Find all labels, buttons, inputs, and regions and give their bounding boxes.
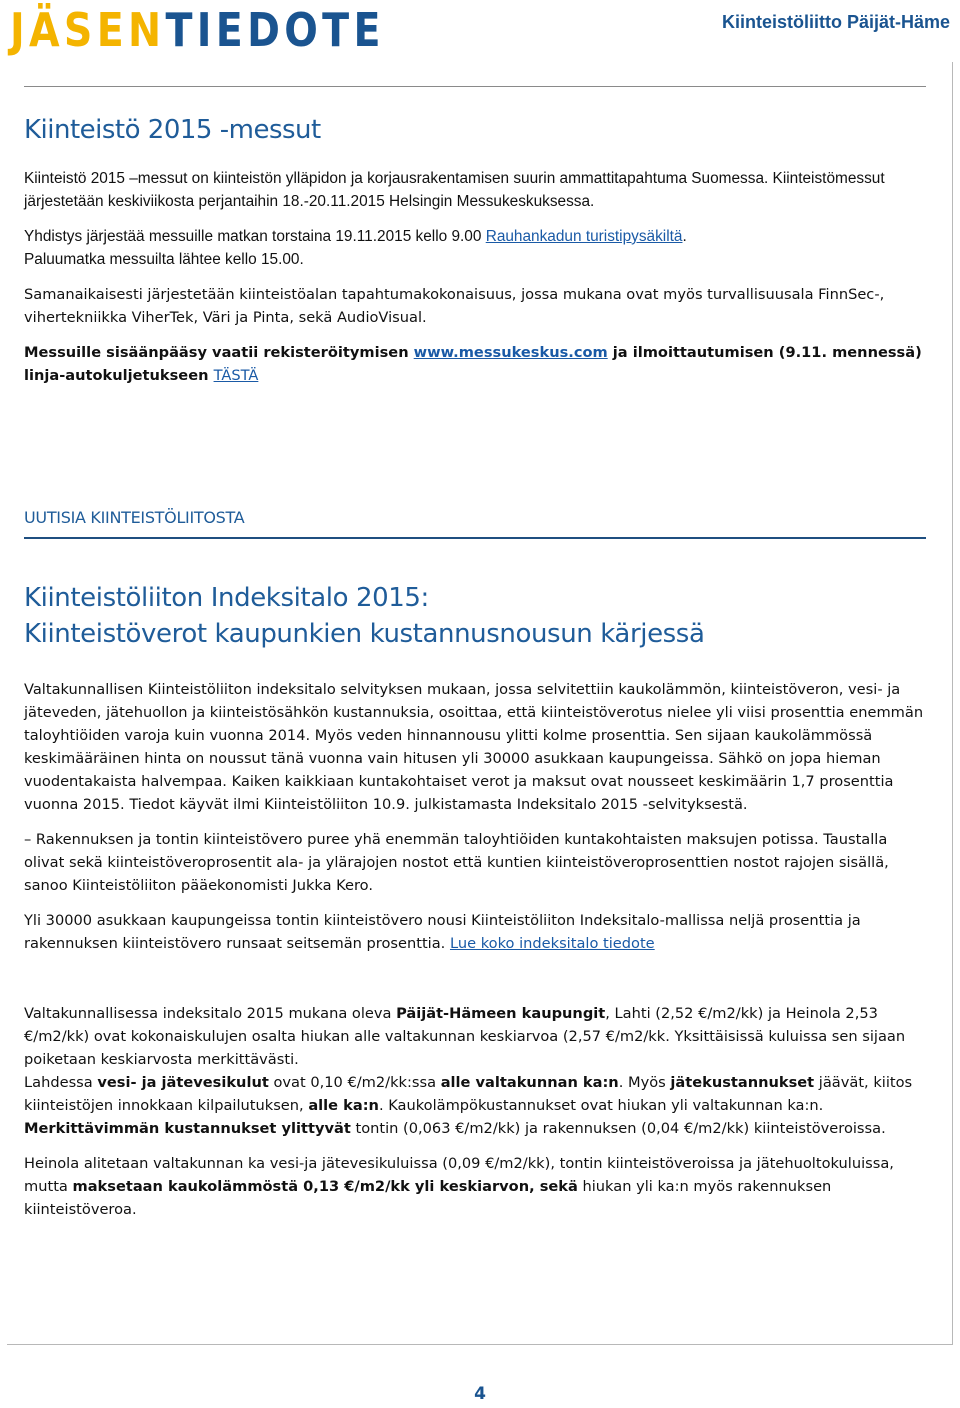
local-p1-c: , Lahti (2,52 €/m2/kk) ja Heinola 2,53 €/m2/kk) ovat kokonaiskulujen osalta hiukan alle valtakunnan keskiarvoa (2,57 €/m2/kk. Yksittäisissä kuluissa sen sijaan poiketaan keskiarvosta merkittävästi. [24, 1005, 906, 1068]
messut-paragraph-5 [24, 341, 926, 387]
local-paragraph-2 [24, 1071, 926, 1140]
local-p2-g: jäävät, kiitos kiinteistöjen innokkaan kilpailutuksen, [24, 1074, 913, 1114]
local-p1-b: Päijät-Hämeen kaupungit [396, 1005, 606, 1022]
messut-p5-a: Messuille sisäänpääsy vaatii rekisteröitymisen [24, 344, 414, 361]
local-p2-j: Merkittävimmän kustannukset ylittyvät [24, 1120, 351, 1137]
local-p2-b: vesi- ja jätevesikulut [97, 1074, 269, 1091]
messut-paragraph-4: Samanaikaisesti järjestetään kiinteistöalan tapahtumakokonaisuus, jossa mukana ovat myös turvallisuusala FinnSec-, vihertekniikka ViherTek, Väri ja Pinta, sekä AudioVisual. [24, 286, 885, 326]
local-p2-a: Lahdessa [24, 1074, 98, 1091]
news-body [24, 678, 926, 955]
header [0, 0, 960, 62]
local-p2-h: alle ka:n [308, 1097, 379, 1114]
messut-paragraph-2 [24, 225, 926, 248]
logo-part-tiedote: TIEDOTE [165, 3, 385, 57]
local-p2-k: tontin (0,063 €/m2/kk) ja rakennuksen (0,04 €/m2/kk) kiinteistöveroissa. [350, 1120, 886, 1137]
news-section-divider [24, 537, 926, 539]
local-p2-i: . Kaukolämpökustannukset ovat hiukan yli valtakunnan ka:n. [378, 1097, 824, 1114]
messukeskus-link[interactable]: www.messukeskus.com [413, 344, 608, 361]
local-p2-c: ovat 0,10 €/m2/kk:ssa [268, 1074, 441, 1091]
news-p3-text: Yli 30000 asukkaan kaupungeissa tontin kiinteistövero nousi Kiinteistöliiton Indeksitalo-mallissa neljä prosenttia ja rakennuksen kiinteistövero runsaat seitsemän prosenttia. [24, 912, 861, 952]
turistipysakki-link[interactable]: Rauhankadun turistipysäkiltä [485, 228, 683, 245]
logo-part-jasen: JÄSEN [10, 3, 166, 57]
tasta-link[interactable]: TÄSTÄ [213, 367, 259, 384]
messut-p2-end: . [682, 228, 687, 245]
local-p3-c: hiukan yli ka:n myös rakennuksen kiinteistöveroa. [24, 1178, 832, 1218]
local-p3-b: maksetaan kaukolämmöstä 0,13 €/m2/kk yli keskiarvon, sekä [72, 1178, 578, 1195]
local-p1-a: Valtakunnallisessa indeksitalo 2015 mukana oleva [24, 1005, 397, 1022]
news-section-title: UUTISIA KIINTEISTÖLIITOSTA [24, 508, 245, 527]
messut-p2-text: Yhdistys järjestää messuille matkan torstaina 19.11.2015 kello 9.00 [24, 228, 486, 245]
local-paragraph-3 [24, 1152, 926, 1221]
news-paragraph-1: Valtakunnallisen Kiinteistöliiton indeksitalo selvityksen mukaan, jossa selvitettiin kaukolämmön, kiinteistöveron, vesi- ja jäteveden, jätehuollon ja kiinteistösähkön kustannuksia, osoittaa, että kiinteistöverotus nielee yli viisi prosenttia enemmän taloyhtiöiden varoja kuin vuonna 2014. Myös veden hinnannousu ylitti kolme prosenttia. Sen sijaan kaukolämmössä keskimääräinen hinta on noussut tänä vuonna vain hitusen yli 30000 asukkaan kaupungeissa. Sähkö on jopa hieman vuodentakaista halvempaa. Kaiken kaikkiaan kuntakohtaiset verot ja maksut ovat nousseet keskimäärin 1,7 prosenttia vuonna 2015. Tiedot käyvät ilmi Kiinteistöliiton 10.9. julkistamasta Indeksitalo 2015 -selvityksestä. [24, 681, 924, 813]
messut-paragraph-3: Paluumatka messuilta lähtee kello 15.00. [24, 251, 304, 268]
news-headline [24, 580, 926, 652]
local-paragraph-1 [24, 1002, 926, 1071]
news-headline-line-2: Kiinteistöverot kaupunkien kustannusnousun kärjessä [24, 619, 705, 649]
organization-name: Kiinteistöliitto Päijät-Häme [721, 12, 950, 32]
messut-paragraph-1: Kiinteistö 2015 –messut on kiinteistön ylläpidon ja korjausrakentamisen suurin ammattitapahtuma Suomessa. Kiinteistömessut järjestetään keskiviikosta perjantaihin 18.-20.11.2015 Helsingin Messukeskuksessa. [24, 170, 885, 210]
news-headline-line-1: Kiinteistöliiton Indeksitalo 2015: [24, 583, 429, 613]
local-p2-f: jätekustannukset [670, 1074, 815, 1091]
local-body [24, 1002, 926, 1221]
local-p2-d: alle valtakunnan ka:n [440, 1074, 619, 1091]
page-number: 4 [474, 1384, 486, 1404]
messut-section [24, 115, 926, 387]
newsletter-logo [10, 2, 385, 58]
news-paragraph-3 [24, 909, 926, 955]
local-p3-a: Heinola alitetaan valtakunnan ka vesi-ja jätevesikuluissa (0,09 €/m2/kk), tontin kiinteistöveroissa ja jätehuoltokuluissa, mutta [24, 1155, 894, 1195]
indeksitalo-tiedote-link[interactable]: Lue koko indeksitalo tiedote [449, 935, 655, 952]
messut-title: Kiinteistö 2015 -messut [24, 115, 321, 145]
news-paragraph-2: – Rakennuksen ja tontin kiinteistövero puree yhä enemmän taloyhtiöiden kuntakohtaisten maksujen potissa. Taustalla olivat sekä kiinteistöveroprosentit ala- ja ylärajojen nostot että kuntien kiinteistöveroprosenttien nostot rajojen sisällä, sanoo Kiinteistöliiton pääekonomisti Jukka Kero. [24, 831, 889, 894]
top-divider [24, 86, 926, 87]
messut-p5-b: ja ilmoittautumisen (9.11. mennessä) linja-autokuljetukseen [24, 344, 922, 384]
local-p2-e: . Myös [618, 1074, 671, 1091]
